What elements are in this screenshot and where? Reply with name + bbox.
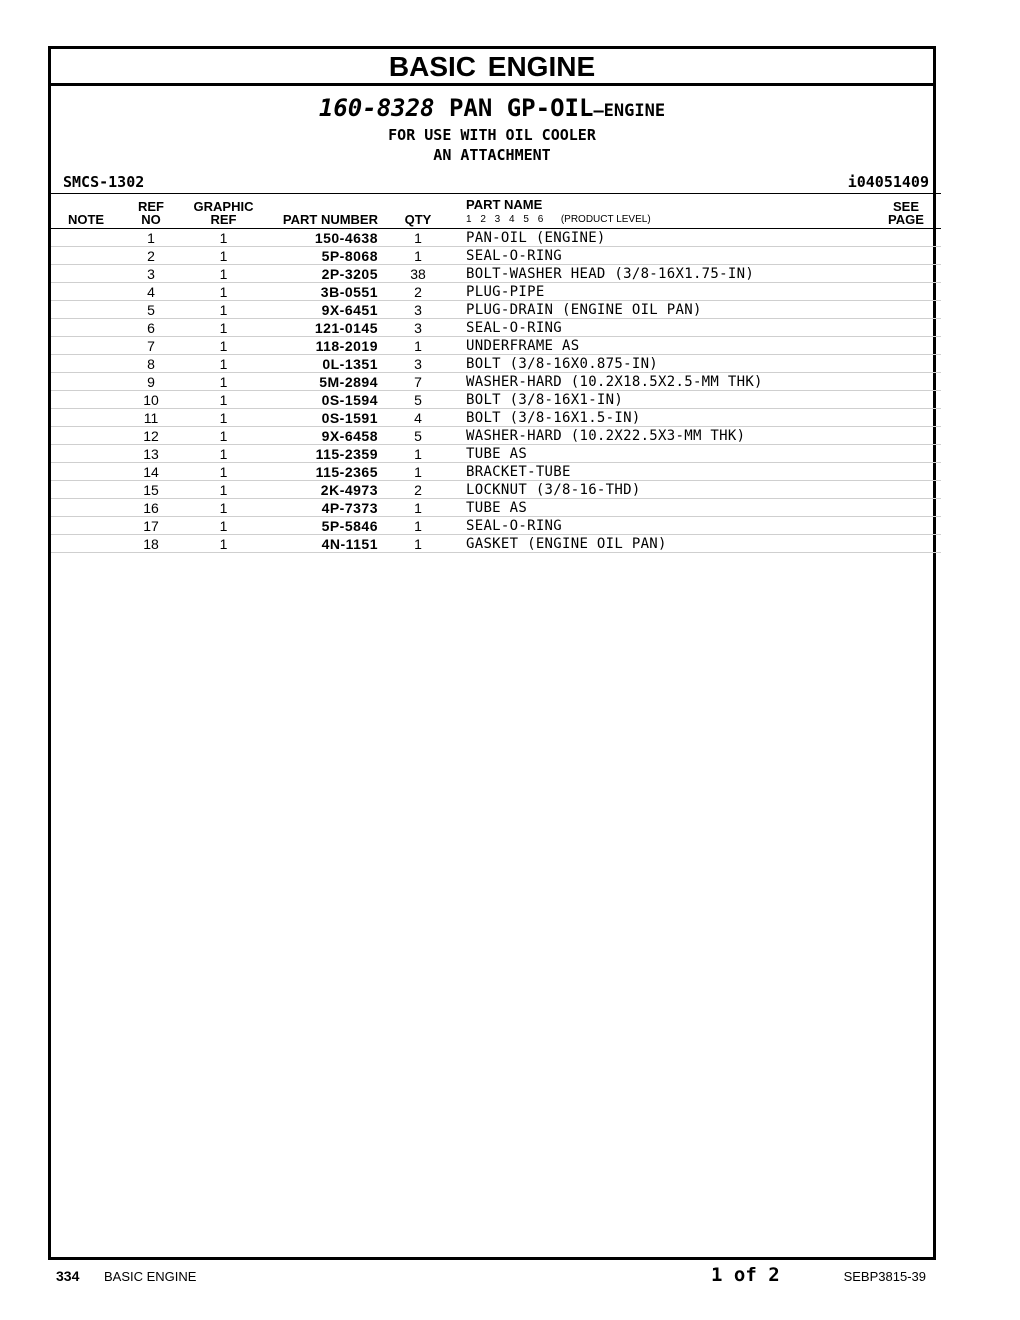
note-cell [51, 535, 121, 553]
graphic-ref-cell: 1 [181, 355, 266, 373]
graphic-ref-cell: 1 [181, 427, 266, 445]
ref-no-cell: 12 [121, 427, 181, 445]
part-number-cell: 3B-0551 [266, 283, 378, 301]
part-name-cell: LOCKNUT (3/8-16-THD) [458, 481, 871, 499]
see-page-cell [871, 463, 941, 481]
ref-no-cell: 17 [121, 517, 181, 535]
note-cell [51, 445, 121, 463]
graphic-ref-cell: 1 [181, 283, 266, 301]
table-row [51, 319, 941, 337]
note-cell [51, 427, 121, 445]
part-name-cell: PAN-OIL (ENGINE) [458, 229, 871, 247]
graphic-ref-cell: 1 [181, 517, 266, 535]
see-page-cell [871, 355, 941, 373]
qty-cell: 1 [378, 535, 458, 553]
ref-no-cell: 8 [121, 355, 181, 373]
part-name-cell: UNDERFRAME AS [458, 337, 871, 355]
part-number-cell: 5P-8068 [266, 247, 378, 265]
table-row [51, 391, 941, 409]
part-number-cell: 121-0145 [266, 319, 378, 337]
part-name-cell: BOLT (3/8-16X0.875-IN) [458, 355, 871, 373]
part-name-cell: BOLT (3/8-16X1.5-IN) [458, 409, 871, 427]
header-ref-no: REF NO [121, 194, 181, 229]
note-cell [51, 319, 121, 337]
ref-no-cell: 2 [121, 247, 181, 265]
see-page-cell [871, 409, 941, 427]
ref-no-cell: 16 [121, 499, 181, 517]
group-number: 160-8328 [318, 94, 435, 122]
graphic-ref-cell: 1 [181, 463, 266, 481]
qty-cell: 1 [378, 517, 458, 535]
part-number-cell: 0S-1591 [266, 409, 378, 427]
see-page-cell [871, 517, 941, 535]
graphic-ref-cell: 1 [181, 445, 266, 463]
qty-cell: 3 [378, 355, 458, 373]
see-page-cell [871, 229, 941, 247]
graphic-ref-cell: 1 [181, 265, 266, 283]
qty-cell: 5 [378, 391, 458, 409]
see-page-cell [871, 247, 941, 265]
ref-no-cell: 11 [121, 409, 181, 427]
graphic-ref-cell: 1 [181, 229, 266, 247]
group-suffix: —ENGINE [593, 101, 666, 121]
header-qty: QTY [378, 194, 458, 229]
part-name-cell: WASHER-HARD (10.2X22.5X3-MM THK) [458, 427, 871, 445]
note-cell [51, 517, 121, 535]
ref-no-cell: 5 [121, 301, 181, 319]
note-cell [51, 301, 121, 319]
qty-cell: 1 [378, 445, 458, 463]
part-number-cell: 115-2365 [266, 463, 378, 481]
table-row [51, 445, 941, 463]
part-number-cell: 4P-7373 [266, 499, 378, 517]
see-page-cell [871, 391, 941, 409]
group-note-line-1: FOR USE WITH OIL COOLER [388, 126, 596, 144]
illustration-id: i04051409 [847, 173, 929, 191]
graphic-ref-cell: 1 [181, 391, 266, 409]
qty-cell: 1 [378, 337, 458, 355]
note-cell [51, 283, 121, 301]
table-row [51, 463, 941, 481]
graphic-ref-cell: 1 [181, 301, 266, 319]
header-part-number: PART NUMBER [266, 194, 378, 229]
qty-cell: 1 [378, 463, 458, 481]
group-note-line-2: AN ATTACHMENT [433, 146, 551, 164]
see-page-cell [871, 319, 941, 337]
header-graphic-ref: GRAPHIC REF [181, 194, 266, 229]
part-number-cell: 0L-1351 [266, 355, 378, 373]
part-name-cell: WASHER-HARD (10.2X18.5X2.5-MM THK) [458, 373, 871, 391]
qty-cell: 3 [378, 319, 458, 337]
graphic-ref-cell: 1 [181, 535, 266, 553]
footer-section: BASIC ENGINE [104, 1269, 197, 1284]
note-cell [51, 463, 121, 481]
qty-cell: 4 [378, 409, 458, 427]
smcs-code: SMCS-1302 [63, 173, 145, 191]
table-row [51, 481, 941, 499]
part-number-cell: 118-2019 [266, 337, 378, 355]
see-page-cell [871, 499, 941, 517]
product-levels: 1 2 3 4 5 6 [466, 214, 544, 225]
parts-table-body [51, 229, 941, 553]
graphic-ref-cell: 1 [181, 481, 266, 499]
qty-cell: 1 [378, 229, 458, 247]
qty-cell: 2 [378, 283, 458, 301]
see-page-cell [871, 535, 941, 553]
part-number-cell: 115-2359 [266, 445, 378, 463]
part-name-cell: SEAL-O-RING [458, 247, 871, 265]
header-part-name: PART NAME 1 2 3 4 5 6 (PRODUCT LEVEL) [458, 194, 871, 229]
qty-cell: 1 [378, 499, 458, 517]
table-row [51, 427, 941, 445]
part-name-cell: BOLT (3/8-16X1-IN) [458, 391, 871, 409]
graphic-ref-cell: 1 [181, 247, 266, 265]
ref-no-cell: 3 [121, 265, 181, 283]
table-header-row [51, 194, 941, 229]
part-number-cell: 5M-2894 [266, 373, 378, 391]
note-cell [51, 481, 121, 499]
ref-no-cell: 6 [121, 319, 181, 337]
page-of: 1 of 2 [711, 1264, 780, 1286]
ref-no-cell: 4 [121, 283, 181, 301]
ref-no-cell: 7 [121, 337, 181, 355]
ref-no-cell: 15 [121, 481, 181, 499]
see-page-cell [871, 373, 941, 391]
ref-no-cell: 1 [121, 229, 181, 247]
part-name-cell: PLUG-DRAIN (ENGINE OIL PAN) [458, 301, 871, 319]
part-name-cell: TUBE AS [458, 445, 871, 463]
table-row [51, 373, 941, 391]
header-note: NOTE [51, 194, 121, 229]
see-page-cell [871, 337, 941, 355]
part-name-cell: BRACKET-TUBE [458, 463, 871, 481]
parts-table [51, 193, 941, 553]
qty-cell: 38 [378, 265, 458, 283]
table-row [51, 301, 941, 319]
part-number-cell: 150-4638 [266, 229, 378, 247]
document-code: SEBP3815-39 [843, 1269, 926, 1284]
note-cell [51, 409, 121, 427]
part-name-cell: TUBE AS [458, 499, 871, 517]
see-page-cell [871, 283, 941, 301]
table-row [51, 535, 941, 553]
qty-cell: 7 [378, 373, 458, 391]
note-cell [51, 337, 121, 355]
section-banner: BASIC ENGINE [51, 49, 933, 86]
group-name: PAN GP-OIL [448, 94, 594, 122]
group-title [51, 94, 933, 125]
graphic-ref-cell: 1 [181, 337, 266, 355]
table-row [51, 517, 941, 535]
table-row [51, 337, 941, 355]
table-row [51, 265, 941, 283]
ref-no-cell: 10 [121, 391, 181, 409]
part-number-cell: 2P-3205 [266, 265, 378, 283]
table-row [51, 355, 941, 373]
product-level-label: (PRODUCT LEVEL) [560, 214, 651, 225]
header-see-page: SEE PAGE [871, 194, 941, 229]
part-number-cell: 9X-6458 [266, 427, 378, 445]
see-page-cell [871, 427, 941, 445]
ref-no-cell: 9 [121, 373, 181, 391]
see-page-cell [871, 301, 941, 319]
part-number-cell: 4N-1151 [266, 535, 378, 553]
table-row [51, 499, 941, 517]
see-page-cell [871, 265, 941, 283]
table-row [51, 283, 941, 301]
graphic-ref-cell: 1 [181, 319, 266, 337]
note-cell [51, 265, 121, 283]
part-name-cell: SEAL-O-RING [458, 517, 871, 535]
part-number-cell: 0S-1594 [266, 391, 378, 409]
graphic-ref-cell: 1 [181, 373, 266, 391]
part-name-cell: SEAL-O-RING [458, 319, 871, 337]
note-cell [51, 355, 121, 373]
qty-cell: 2 [378, 481, 458, 499]
note-cell [51, 373, 121, 391]
part-name-cell: PLUG-PIPE [458, 283, 871, 301]
qty-cell: 5 [378, 427, 458, 445]
parts-page-frame [48, 46, 936, 1260]
part-number-cell: 2K-4973 [266, 481, 378, 499]
note-cell [51, 499, 121, 517]
note-cell [51, 229, 121, 247]
note-cell [51, 391, 121, 409]
ref-no-cell: 14 [121, 463, 181, 481]
graphic-ref-cell: 1 [181, 409, 266, 427]
part-number-cell: 9X-6451 [266, 301, 378, 319]
table-row [51, 409, 941, 427]
see-page-cell [871, 445, 941, 463]
code-row [51, 171, 933, 193]
see-page-cell [871, 481, 941, 499]
qty-cell: 3 [378, 301, 458, 319]
ref-no-cell: 18 [121, 535, 181, 553]
part-name-cell: BOLT-WASHER HEAD (3/8-16X1.75-IN) [458, 265, 871, 283]
note-cell [51, 247, 121, 265]
page-number: 334 [56, 1268, 80, 1284]
table-row [51, 229, 941, 247]
ref-no-cell: 13 [121, 445, 181, 463]
table-row [51, 247, 941, 265]
qty-cell: 1 [378, 247, 458, 265]
graphic-ref-cell: 1 [181, 499, 266, 517]
page-footer [56, 1264, 936, 1288]
part-name-cell: GASKET (ENGINE OIL PAN) [458, 535, 871, 553]
part-number-cell: 5P-5846 [266, 517, 378, 535]
